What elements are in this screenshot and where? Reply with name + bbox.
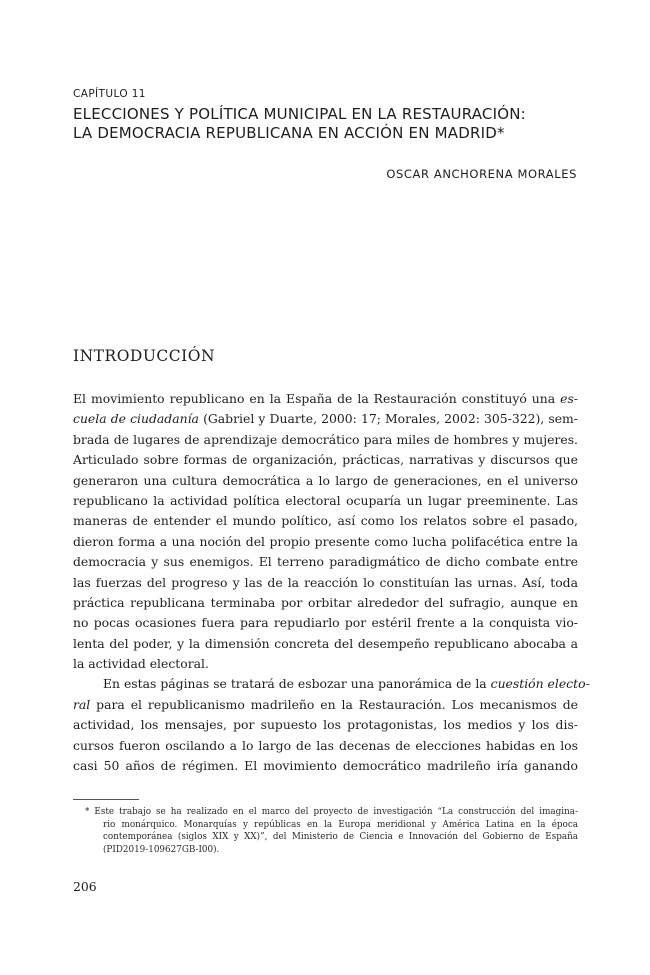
text-line: maneras de entender el mundo político, así como los relatos sobre el pasado, xyxy=(73,513,578,529)
italic-run: cuestión electo- xyxy=(490,676,590,692)
text-run: En estas páginas se tratará de esbozar una panorámica de la xyxy=(103,676,491,692)
chapter-title-line: LA DEMOCRACIA REPUBLICANA EN ACCIÓN EN MADRID* xyxy=(73,124,505,142)
text-run: para el republicanismo madrileño en la Restauración. Los mecanismos de xyxy=(90,696,578,712)
text-run: (Gabriel y Duarte, 2000: 17; Morales, 2002: 305-322), sem- xyxy=(198,411,578,427)
body-text xyxy=(73,389,590,776)
text-line: casi 50 años de régimen. El movimiento democrático madrileño iría ganando xyxy=(73,758,578,774)
text-line: la actividad electoral. xyxy=(73,656,209,672)
italic-run: ral xyxy=(73,696,91,712)
text-line: Articulado sobre formas de organización, prácticas, narrativas y discursos que xyxy=(73,452,578,468)
footnote-line: (PID2019-109627GB-I00). xyxy=(103,844,220,855)
chapter-title-line: ELECCIONES Y POLÍTICA MUNICIPAL EN LA RESTAURACIÓN: xyxy=(73,105,526,123)
text-line: práctica republicana terminaba por orbitar alrededor del sufragio, aunque en xyxy=(73,594,578,610)
text-line: republicano la actividad política electoral ocuparía un lugar preeminente. Las xyxy=(73,492,578,508)
page-number: 206 xyxy=(73,879,97,894)
text-line xyxy=(73,674,590,694)
text-line: no pocas ocasiones fuera para repudiarlo por estéril frente a la conquista vio- xyxy=(73,615,578,631)
footnote-line: rio monárquico. Monarquías y repúblicas en la Europa meridional y América Latina en la época xyxy=(103,819,578,830)
footnote-line: * Este trabajo se ha realizado en el marco del proyecto de investigación “La construcción del imagina- xyxy=(85,807,578,817)
text-line: generaron una cultura democrática a lo largo de generaciones, en el universo xyxy=(73,472,578,488)
author-name: OSCAR ANCHORENA MORALES xyxy=(386,167,577,181)
text-line: lenta del poder, y la dimensión concreta del desempeño republicano abocaba a xyxy=(73,635,578,651)
text-line xyxy=(73,695,578,715)
footnote-divider xyxy=(73,799,139,800)
text-line: dieron forma a una noción del propio presente como lucha polifacética entre la xyxy=(73,533,578,549)
italic-run: cuela de ciudadanía xyxy=(73,411,199,427)
footnote xyxy=(85,806,578,856)
text-line xyxy=(73,389,578,409)
chapter-title xyxy=(73,105,593,143)
text-run: El movimiento republicano en la España de la Restauración constituyó una xyxy=(73,391,561,406)
text-line xyxy=(73,409,578,429)
italic-run: es- xyxy=(560,391,578,406)
text-line: actividad, los mensajes, por supuesto los protagonistas, los medios y los dis- xyxy=(73,717,578,733)
text-line: brada de lugares de aprendizaje democrático para miles de hombres y mujeres. xyxy=(73,431,578,447)
text-line: cursos fueron oscilando a lo largo de las decenas de elecciones habidas en los xyxy=(73,737,578,753)
chapter-label: CAPÍTULO 11 xyxy=(73,88,146,100)
section-heading: INTRODUCCIÓN xyxy=(73,347,216,365)
footnote-line: contemporánea (siglos XIX y XX)”, del Ministerio de Ciencia e Innovación del Gobierno de España xyxy=(103,832,578,843)
text-line: las fuerzas del progreso y las de la reacción lo constituían las urnas. Así, toda xyxy=(73,574,578,590)
text-line: democracia y sus enemigos. El terreno paradigmático de dicho combate entre xyxy=(73,554,578,570)
